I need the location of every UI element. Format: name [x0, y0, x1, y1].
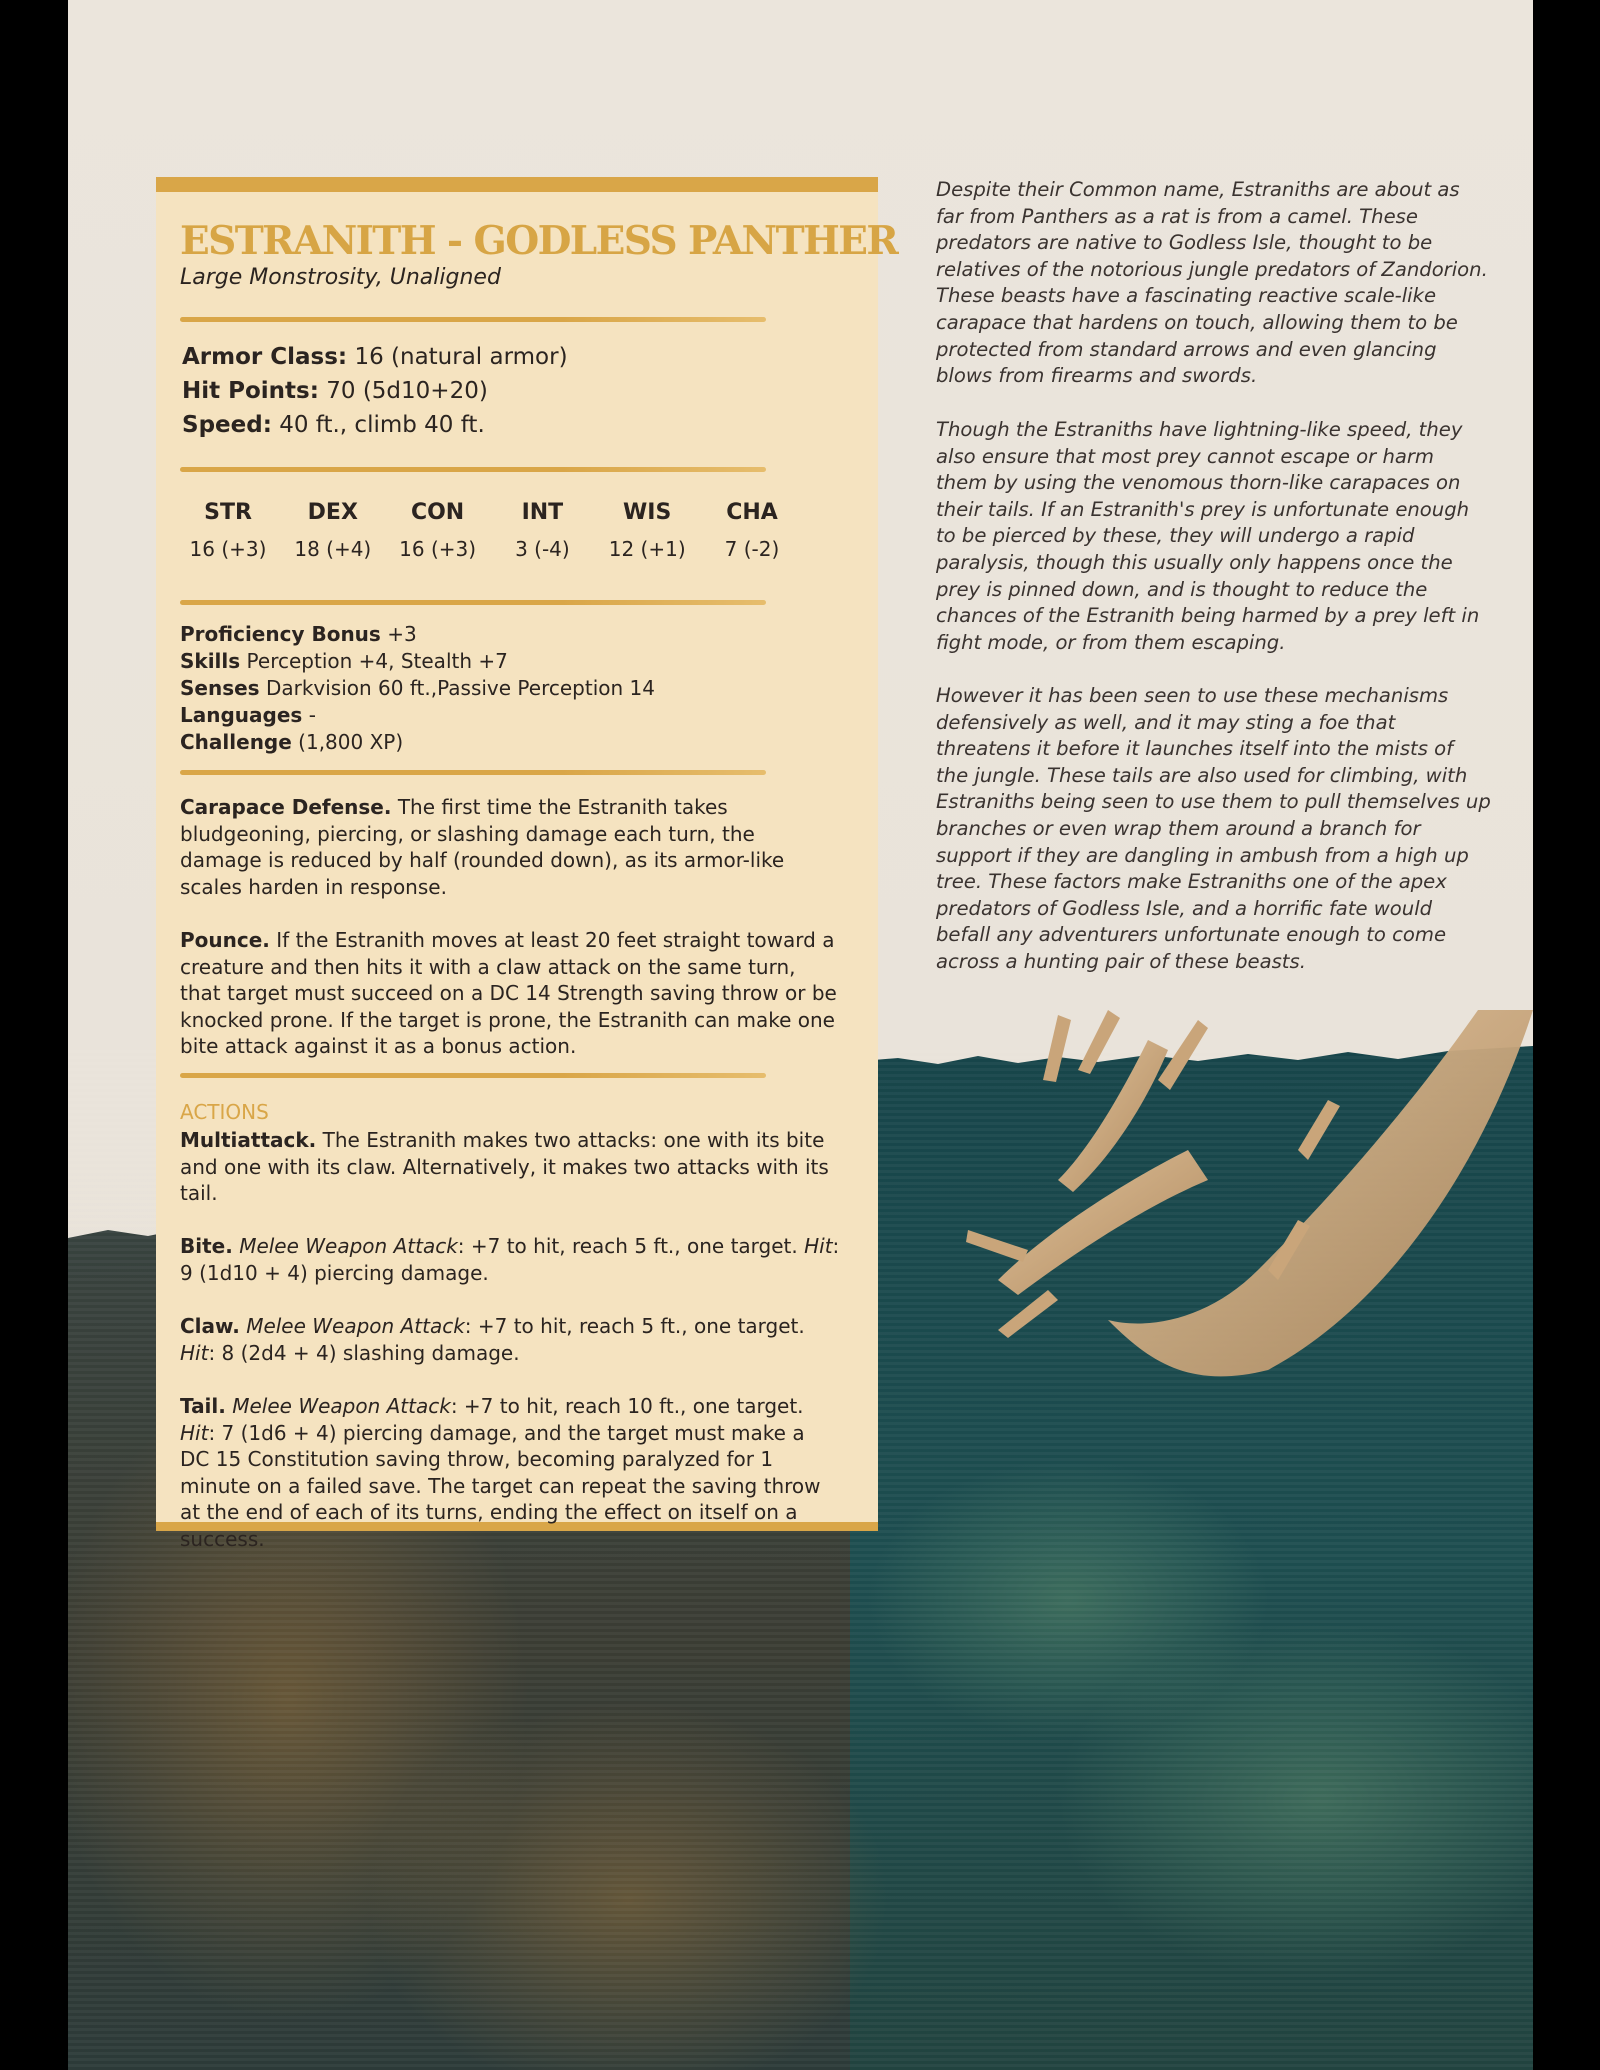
proficiency-label: Proficiency Bonus: [180, 622, 381, 646]
trait-name: Carapace Defense.: [180, 795, 392, 819]
ability-scores: [180, 500, 800, 561]
stat-block: [156, 177, 898, 1551]
attack-to-hit: : +7 to hit, reach 10 ft., one target.: [450, 1394, 804, 1418]
skills: [180, 649, 508, 673]
hit-points: [182, 378, 488, 404]
attack-damage: : 9 (1d10 + 4) piercing damage.: [180, 1234, 840, 1285]
speed-label: Speed:: [182, 412, 272, 438]
ability-str: [180, 500, 276, 561]
divider: [180, 1073, 766, 1078]
lore-paragraph-3: [936, 683, 1491, 976]
attack-damage: : 7 (1d6 + 4) piercing damage, and the target must make a DC 15 Constitution saving throw, becoming paralyzed for 1 minute on a failed save. The target can repeat the saving throw at the end of each of its turns, ending the effect on itself on a success.: [180, 1420, 821, 1551]
challenge-label: Challenge: [180, 730, 292, 754]
languages-value: -: [308, 703, 316, 727]
hit-label: Hit: [180, 1420, 209, 1445]
ability-value: 18 (+4): [294, 537, 372, 561]
attack-type: Melee Weapon Attack: [246, 1314, 465, 1338]
attack-type: Melee Weapon Attack: [239, 1234, 458, 1258]
trait-carapace-defense: [180, 794, 840, 900]
ability-value: 16 (+3): [189, 537, 267, 561]
attack-damage: : 8 (2d4 + 4) slashing damage.: [208, 1340, 520, 1365]
challenge: [180, 730, 403, 754]
attack-type: Melee Weapon Attack: [232, 1394, 451, 1418]
ability-value: 3 (-4): [515, 537, 570, 561]
ability-dex: [285, 500, 381, 561]
armor-class: [182, 344, 568, 370]
hit-points-value: 70 (5d10+20): [326, 378, 488, 404]
senses-label: Senses: [180, 676, 260, 700]
speed: [182, 412, 485, 438]
armor-class-label: Armor Class:: [182, 344, 348, 370]
ability-con: [390, 500, 486, 561]
monster-type: Large Monstrosity, Unaligned: [180, 265, 501, 290]
monster-title: ESTRANITH - GODLESS PANTHER: [180, 218, 898, 264]
ability-name: DEX: [307, 500, 358, 525]
ability-name: CHA: [726, 500, 778, 525]
languages: [180, 703, 316, 727]
divider: [180, 770, 766, 775]
trait-name: Pounce.: [180, 928, 270, 952]
ability-value: 12 (+1): [608, 537, 686, 561]
hit-label: Hit: [180, 1340, 209, 1365]
action-name: Claw.: [180, 1314, 240, 1338]
lore-text: Despite their Common name, Estraniths are about as far from Panthers as a rat is from a camel. These predators are native to Godless Isle, thought to be relatives of the notorious jungle predators of Zandorion. These beasts have a fascinating reactive scale-like carapace that hardens on touch, allowing them to be protected from standard arrows and even glancing blows from firearms and swords.: [936, 178, 1488, 388]
lore-text: However it has been seen to use these mechanisms defensively as well, and it may sting a foe that threatens it before it launches itself into the mists of the jungle. These tails are also used for climbing, with Estraniths being seen to use them to pull themselves up branches or even wrap them around a branch for support if they are dangling in ambush from a high up tree. These factors make Estraniths one of the apex predators of Godless Isle, and a horrific fate would befall any adventurers unfortunate enough to come across a hunting pair of these beasts.: [936, 684, 1491, 973]
action-text: The Estranith makes two attacks: one with its bite and one with its claw. Alternatively, it makes two attacks with its tail.: [180, 1128, 829, 1206]
ability-int: [494, 500, 590, 561]
action-bite: [180, 1233, 840, 1286]
speed-value: 40 ft., climb 40 ft.: [279, 412, 485, 438]
hit-points-label: Hit Points:: [182, 378, 319, 404]
divider: [180, 467, 766, 472]
attack-to-hit: : +7 to hit, reach 5 ft., one target.: [464, 1314, 805, 1338]
trait-text: The first time the Estranith takes bludgeoning, piercing, or slashing damage each turn, the damage is reduced by half (rounded down), as its armor-like scales harden in response.: [180, 795, 785, 899]
divider: [180, 317, 766, 322]
action-multiattack: [180, 1127, 840, 1207]
languages-label: Languages: [180, 703, 303, 727]
ability-name: STR: [204, 500, 252, 525]
attack-to-hit: : +7 to hit, reach 5 ft., one target.: [457, 1234, 805, 1258]
proficiency-value: +3: [387, 622, 417, 646]
lore-text: Though the Estraniths have lightning-like speed, they also ensure that most prey cannot escape or harm them by using the venomous thorn-like carapaces on their tails. If an Estranith's prey is unfortunate enough to be pierced by these, they will undergo a rapid paralysis, though this usually only happens once the prey is pinned down, and is thought to reduce the chances of the Estranith being harmed by a prey left in fight mode, or from them escaping.: [936, 418, 1480, 654]
actions-heading: ACTIONS: [180, 1100, 269, 1124]
action-tail: [180, 1393, 840, 1553]
trait-text: If the Estranith moves at least 20 feet straight toward a creature and then hits it with a claw attack on the same turn, that target must succeed on a DC 14 Strength saving throw or be knocked prone. If the target is prone, the Estranith can make one bite attack against it as a bonus action.: [180, 928, 837, 1059]
skills-value: Perception +4, Stealth +7: [246, 649, 508, 673]
action-name: Tail.: [180, 1394, 226, 1418]
armor-class-value: 16 (natural armor): [354, 344, 568, 370]
ability-name: CON: [410, 500, 465, 525]
divider: [180, 600, 766, 605]
action-claw: [180, 1313, 840, 1366]
challenge-value: (1,800 XP): [298, 730, 404, 754]
senses-value: Darkvision 60 ft.,Passive Perception 14: [265, 676, 655, 700]
ability-wis: [599, 500, 695, 561]
ability-value: 16 (+3): [399, 537, 477, 561]
trait-pounce: [180, 927, 840, 1060]
hit-label: Hit: [804, 1234, 833, 1258]
ability-name: INT: [521, 500, 564, 525]
action-name: Multiattack.: [180, 1128, 317, 1152]
skills-label: Skills: [180, 649, 241, 673]
ability-cha: [704, 500, 800, 561]
ability-value: 7 (-2): [724, 537, 780, 561]
page: [68, 0, 1533, 2070]
ability-name: WIS: [623, 500, 672, 525]
senses: [180, 676, 655, 700]
proficiency-bonus: [180, 622, 417, 646]
lore-paragraph-1: [936, 177, 1491, 390]
lore-paragraph-2: [936, 417, 1491, 656]
action-name: Bite.: [180, 1234, 233, 1258]
